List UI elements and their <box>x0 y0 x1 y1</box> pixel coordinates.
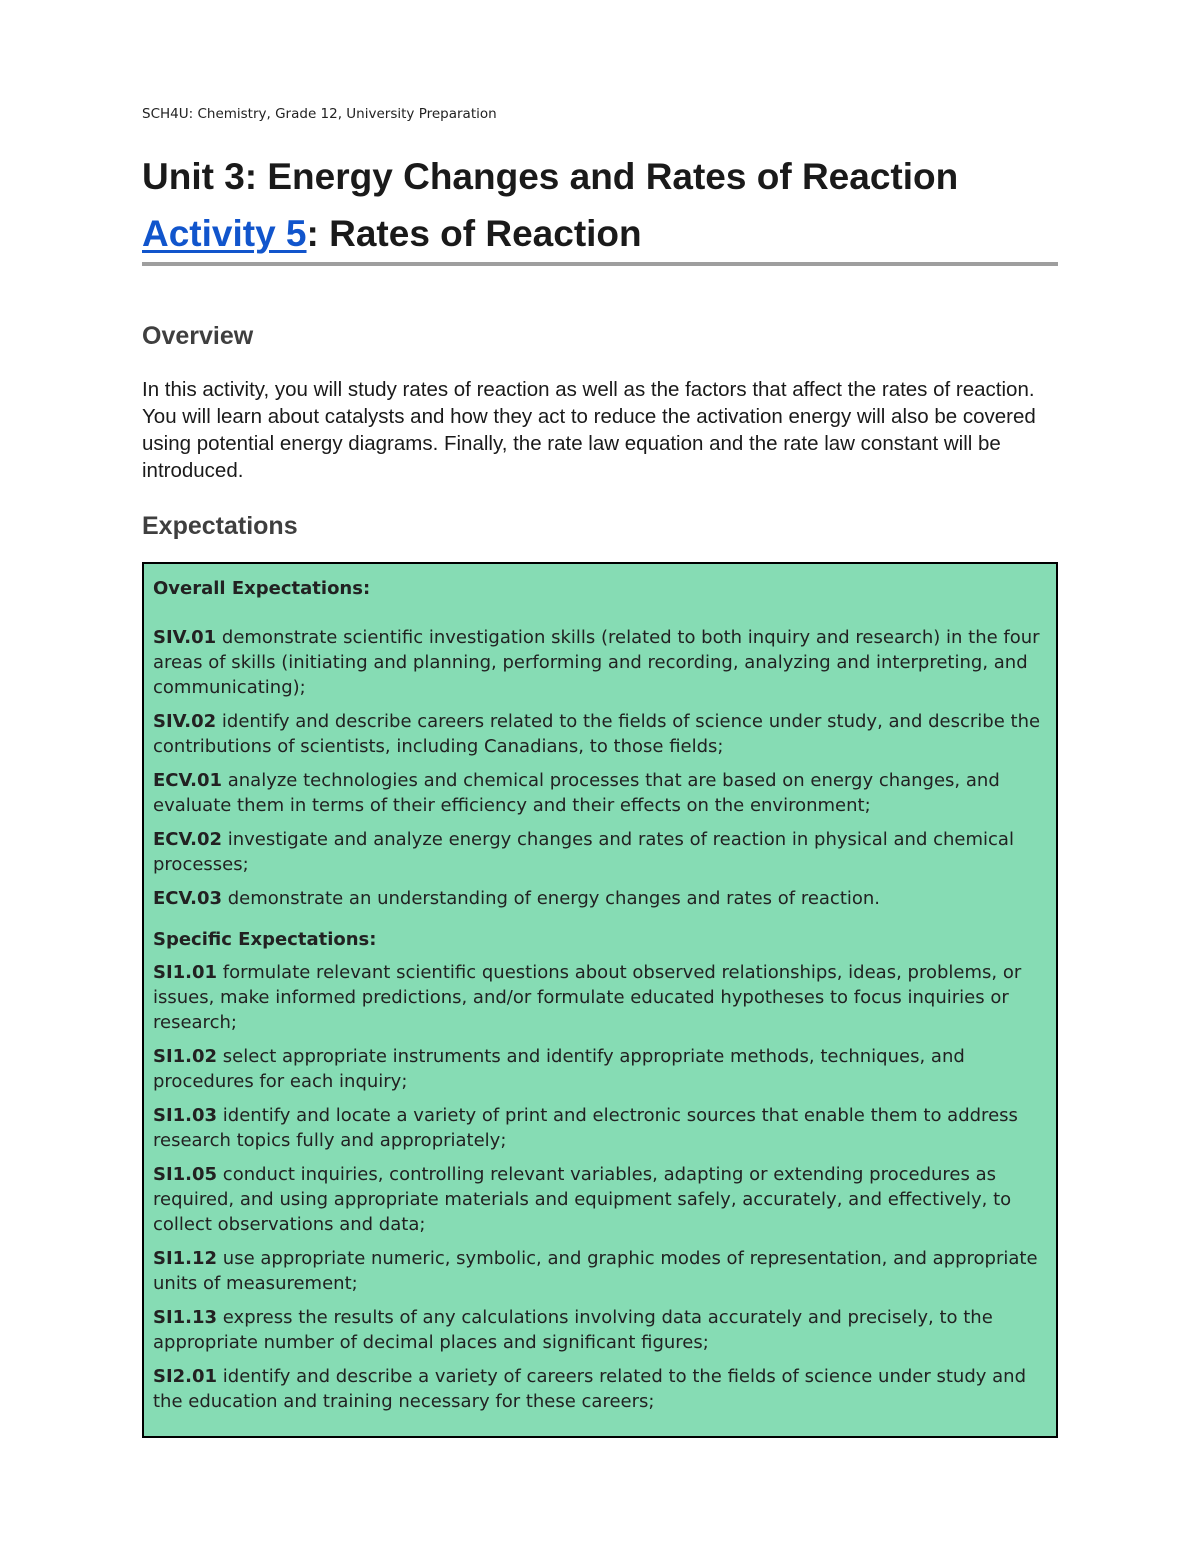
expectation-item <box>153 827 1051 877</box>
expectation-code: SIV.02 <box>153 711 217 732</box>
expectation-item <box>153 709 1051 759</box>
overview-text: In this activity, you will study rates of reaction as well as the factors that affect the rates of reaction. You will learn about catalysts and how they act to reduce the activation energy will also be covered using potential energy diagrams. Finally, the rate law equation and the rate law constant will be introduced. <box>142 378 1036 482</box>
title-divider <box>142 262 1058 266</box>
expectation-text: identify and describe careers related to the fields of science under study, and describe the contributions of scientists, including Canadians, to those fields; <box>153 711 1041 757</box>
expectations-content <box>153 576 1051 1423</box>
expectation-code: ECV.02 <box>153 829 223 850</box>
expectation-item <box>153 768 1051 818</box>
expectation-item <box>153 1162 1051 1237</box>
expectation-code: SI2.01 <box>153 1366 218 1387</box>
expectation-code: ECV.03 <box>153 888 223 909</box>
expectation-text: analyze technologies and chemical processes that are based on energy changes, and evaluate them in terms of their efficiency and their effects on the environment; <box>153 770 1000 816</box>
expectation-item <box>153 1103 1051 1153</box>
expectation-code: SI1.05 <box>153 1164 218 1185</box>
expectation-item <box>153 1246 1051 1296</box>
activity-title <box>142 212 642 256</box>
expectation-text: use appropriate numeric, symbolic, and graphic modes of representation, and appropriate units of measurement; <box>153 1248 1038 1294</box>
expectation-text: express the results of any calculations involving data accurately and precisely, to the appropriate number of decimal places and significant figures; <box>153 1307 993 1353</box>
expectation-text: conduct inquiries, controlling relevant variables, adapting or extending procedures as required, and using appropriate materials and equipment safely, accurately, and effectively, to collect observations and data; <box>153 1164 1012 1235</box>
overall-expectations-heading: Overall Expectations: <box>153 578 371 599</box>
expectation-text: select appropriate instruments and identify appropriate methods, techniques, and procedures for each inquiry; <box>153 1046 965 1092</box>
expectation-text: identify and describe a variety of careers related to the fields of science under study and the education and training necessary for these careers; <box>153 1366 1026 1412</box>
expectation-code: SI1.02 <box>153 1046 218 1067</box>
expectation-item <box>153 625 1051 700</box>
overview-heading: Overview <box>142 322 254 350</box>
expectation-text: investigate and analyze energy changes and rates of reaction in physical and chemical processes; <box>153 829 1014 875</box>
expectation-code: SI1.13 <box>153 1307 218 1328</box>
expectation-item <box>153 886 1051 911</box>
expectation-item <box>153 1044 1051 1094</box>
activity-title-rest: : Rates of Reaction <box>306 213 642 254</box>
expectation-code: SI1.12 <box>153 1248 218 1269</box>
expectation-code: SI1.03 <box>153 1105 218 1126</box>
expectation-text: demonstrate scientific investigation skills (related to both inquiry and research) in the four areas of skills (initiating and planning, performing and recording, analyzing and interpreting, and communicating); <box>153 627 1040 698</box>
expectation-item <box>153 960 1051 1035</box>
expectation-item <box>153 1364 1051 1414</box>
expectations-heading: Expectations <box>142 512 298 540</box>
specific-expectations-heading: Specific Expectations: <box>153 929 377 950</box>
unit-title: Unit 3: Energy Changes and Rates of Reaction <box>142 156 959 197</box>
expectation-item <box>153 1305 1051 1355</box>
expectation-code: ECV.01 <box>153 770 223 791</box>
expectation-code: SIV.01 <box>153 627 217 648</box>
expectation-text: formulate relevant scientific questions about observed relationships, ideas, problems, or issues, make informed predictions, and/or formulate educated hypotheses to focus inquiries or research; <box>153 962 1022 1033</box>
course-line: SCH4U: Chemistry, Grade 12, University Preparation <box>142 106 497 122</box>
expectations-box <box>142 562 1058 1438</box>
activity-link[interactable]: Activity 5 <box>142 213 307 254</box>
expectation-code: SI1.01 <box>153 962 218 983</box>
expectation-text: demonstrate an understanding of energy changes and rates of reaction. <box>222 888 881 909</box>
expectation-text: identify and locate a variety of print and electronic sources that enable them to address research topics fully and appropriately; <box>153 1105 1018 1151</box>
